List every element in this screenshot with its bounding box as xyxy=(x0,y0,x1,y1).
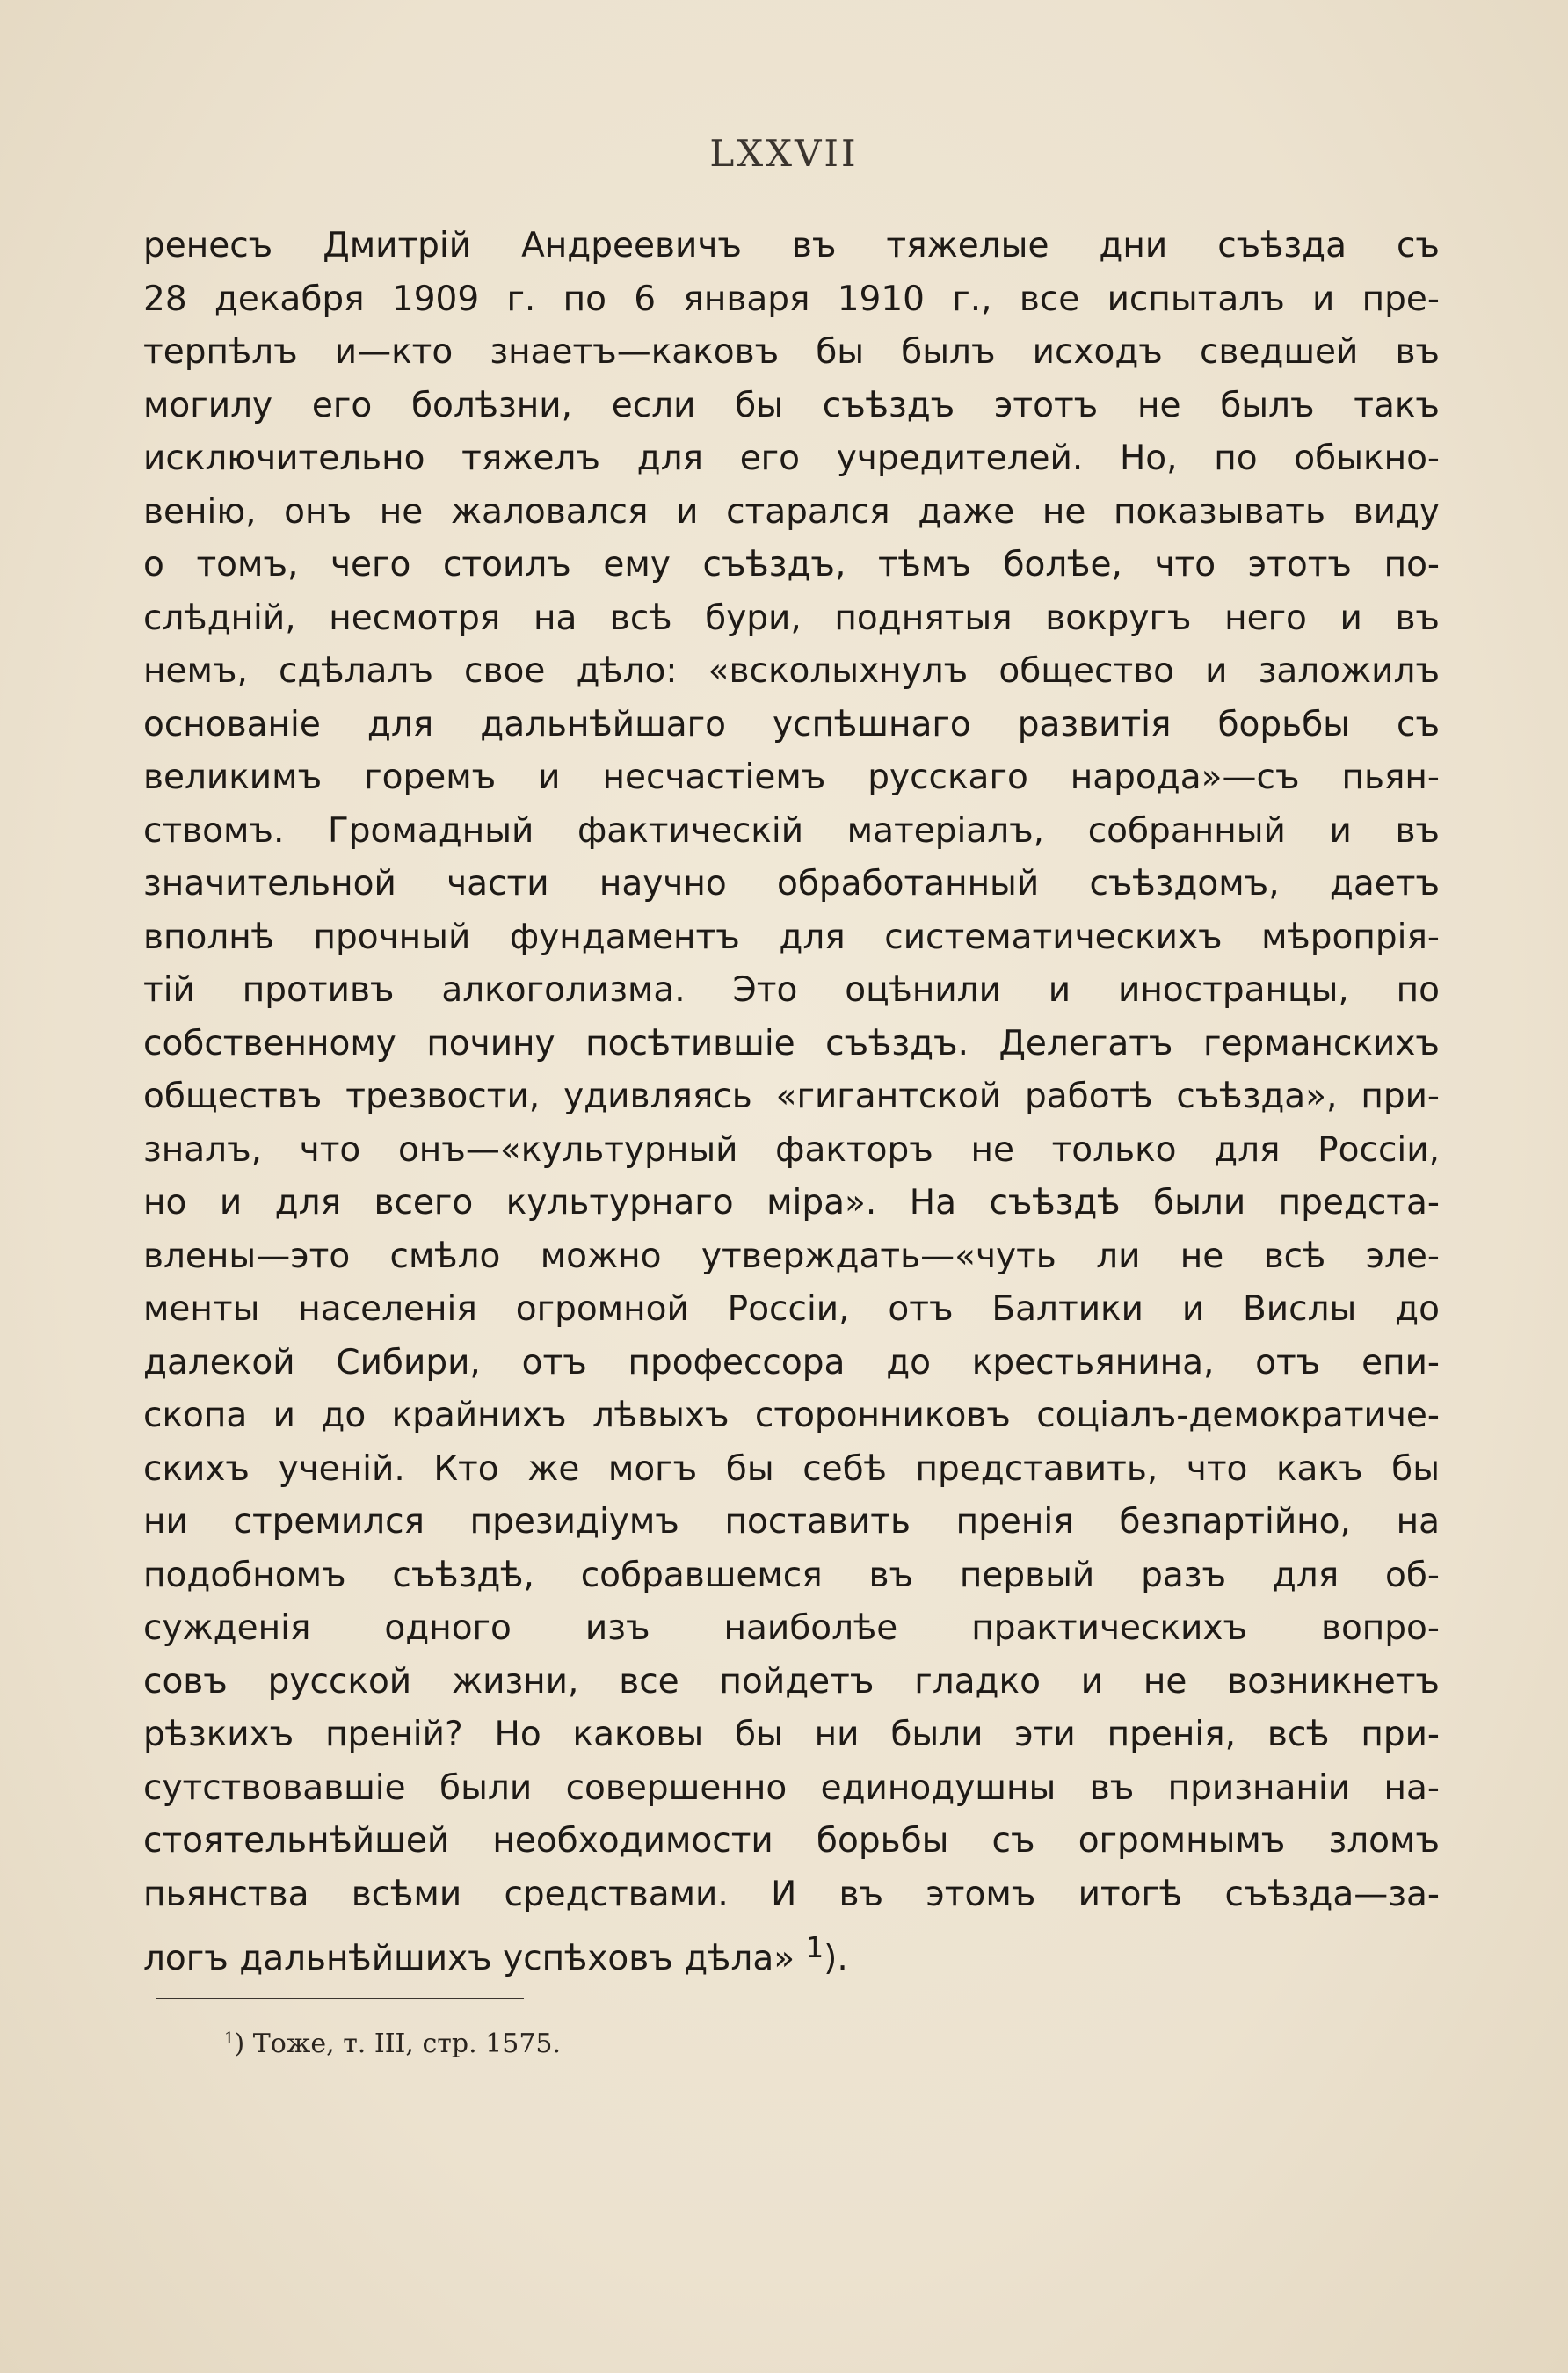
footnote-reference: 1 xyxy=(805,1931,824,1964)
text-line: немъ, сдѣлалъ свое дѣло: «всколыхнулъ общество и заложилъ xyxy=(143,651,1440,691)
last-line-text: логъ дальнѣйшихъ успѣховъ дѣла» xyxy=(143,1939,795,1978)
text-line: влены—это смѣло можно утверждать—«чуть ли не всѣ эле- xyxy=(143,1236,1440,1276)
text-line: великимъ горемъ и несчастіемъ русскаго народа»—съ пьян- xyxy=(143,758,1440,797)
text-line: терпѣлъ и—кто знаетъ—каковъ бы былъ исходъ сведшей въ xyxy=(143,332,1440,372)
text-line: вполнѣ прочный фундаментъ для систематическихъ мѣропрія- xyxy=(143,917,1440,957)
text-line: совъ русской жизни, все пойдетъ гладко и не возникнетъ xyxy=(143,1661,1440,1702)
text-line: подобномъ съѣздѣ, собравшемся въ первый разъ для об- xyxy=(143,1555,1440,1595)
text-line: ствомъ. Громадный фактическій матеріалъ, собранный и въ xyxy=(143,810,1440,851)
text-line: венію, онъ не жаловался и старался даже не показывать виду xyxy=(143,491,1440,532)
text-line: далекой Сибири, отъ профессора до крестьянина, отъ епи- xyxy=(143,1342,1440,1382)
text-line: собственному почину посѣтившіе съѣздъ. Делегатъ германскихъ xyxy=(143,1023,1440,1063)
footnote-marker: 1 xyxy=(224,2029,235,2048)
text-line: зналъ, что онъ—«культурный факторъ не только для Россіи, xyxy=(143,1129,1440,1170)
text-line: менты населенія огромной Россіи, отъ Балтики и Вислы до xyxy=(143,1289,1440,1329)
text-line: пьянства всѣми средствами. И въ этомъ итогѣ съѣзда—за- xyxy=(143,1874,1440,1914)
text-line: ни стремился президіумъ поставить пренія безпартійно, на xyxy=(143,1502,1440,1542)
text-line: рѣзкихъ преній? Но каковы бы ни были эти пренія, всѣ при- xyxy=(143,1715,1440,1754)
page-number: LXXVII xyxy=(709,132,859,175)
text-line: но и для всего культурнаго міра». На съѣздѣ были предста- xyxy=(143,1183,1440,1223)
text-line: скихъ ученій. Кто же могъ бы себѣ представить, что какъ бы xyxy=(143,1448,1440,1489)
closing-punctuation: ). xyxy=(824,1939,848,1978)
text-line: основаніе для дальнѣйшаго успѣшнаго развитія борьбы съ xyxy=(143,704,1440,744)
text-line: значительной части научно обработанный съѣздомъ, даетъ xyxy=(143,864,1440,903)
text-line: сутствовавшіе были совершенно единодушны въ признаніи на- xyxy=(143,1767,1440,1808)
text-line-last xyxy=(143,1921,1440,1978)
text-line: слѣдній, несмотря на всѣ бури, поднятыя вокругъ него и въ xyxy=(143,598,1440,638)
text-line: стоятельнѣйшей необходимости борьбы съ огромнымъ зломъ xyxy=(143,1821,1440,1861)
text-line: скопа и до крайнихъ лѣвыхъ сторонниковъ соціалъ-демократиче- xyxy=(143,1396,1440,1435)
text-line: сужденія одного изъ наиболѣе практическихъ вопро- xyxy=(143,1608,1440,1648)
text-line: исключительно тяжелъ для его учредителей. Но, по обыкно- xyxy=(143,439,1440,478)
text-line: обществъ трезвости, удивляясь «гигантской работѣ съѣзда», при- xyxy=(143,1077,1440,1116)
text-line: тій противъ алкоголизма. Это оцѣнили и иностранцы, по xyxy=(143,970,1440,1010)
text-line: могилу его болѣзни, если бы съѣздъ этотъ не былъ такъ xyxy=(143,385,1440,425)
footnote-divider xyxy=(156,1998,524,1999)
body-text xyxy=(143,220,1440,1978)
text-line: 28 декабря 1909 г. по 6 января 1910 г., все испыталъ и пре- xyxy=(143,279,1440,319)
text-line: ренесъ Дмитрій Андреевичъ въ тяжелые дни съѣзда съ xyxy=(143,226,1440,265)
text-line: о томъ, чего стоилъ ему съѣздъ, тѣмъ болѣе, что этотъ по- xyxy=(143,545,1440,584)
footnote-text: ) Тоже, т. III, стр. 1575. xyxy=(234,2028,562,2059)
footnote xyxy=(224,2021,561,2062)
